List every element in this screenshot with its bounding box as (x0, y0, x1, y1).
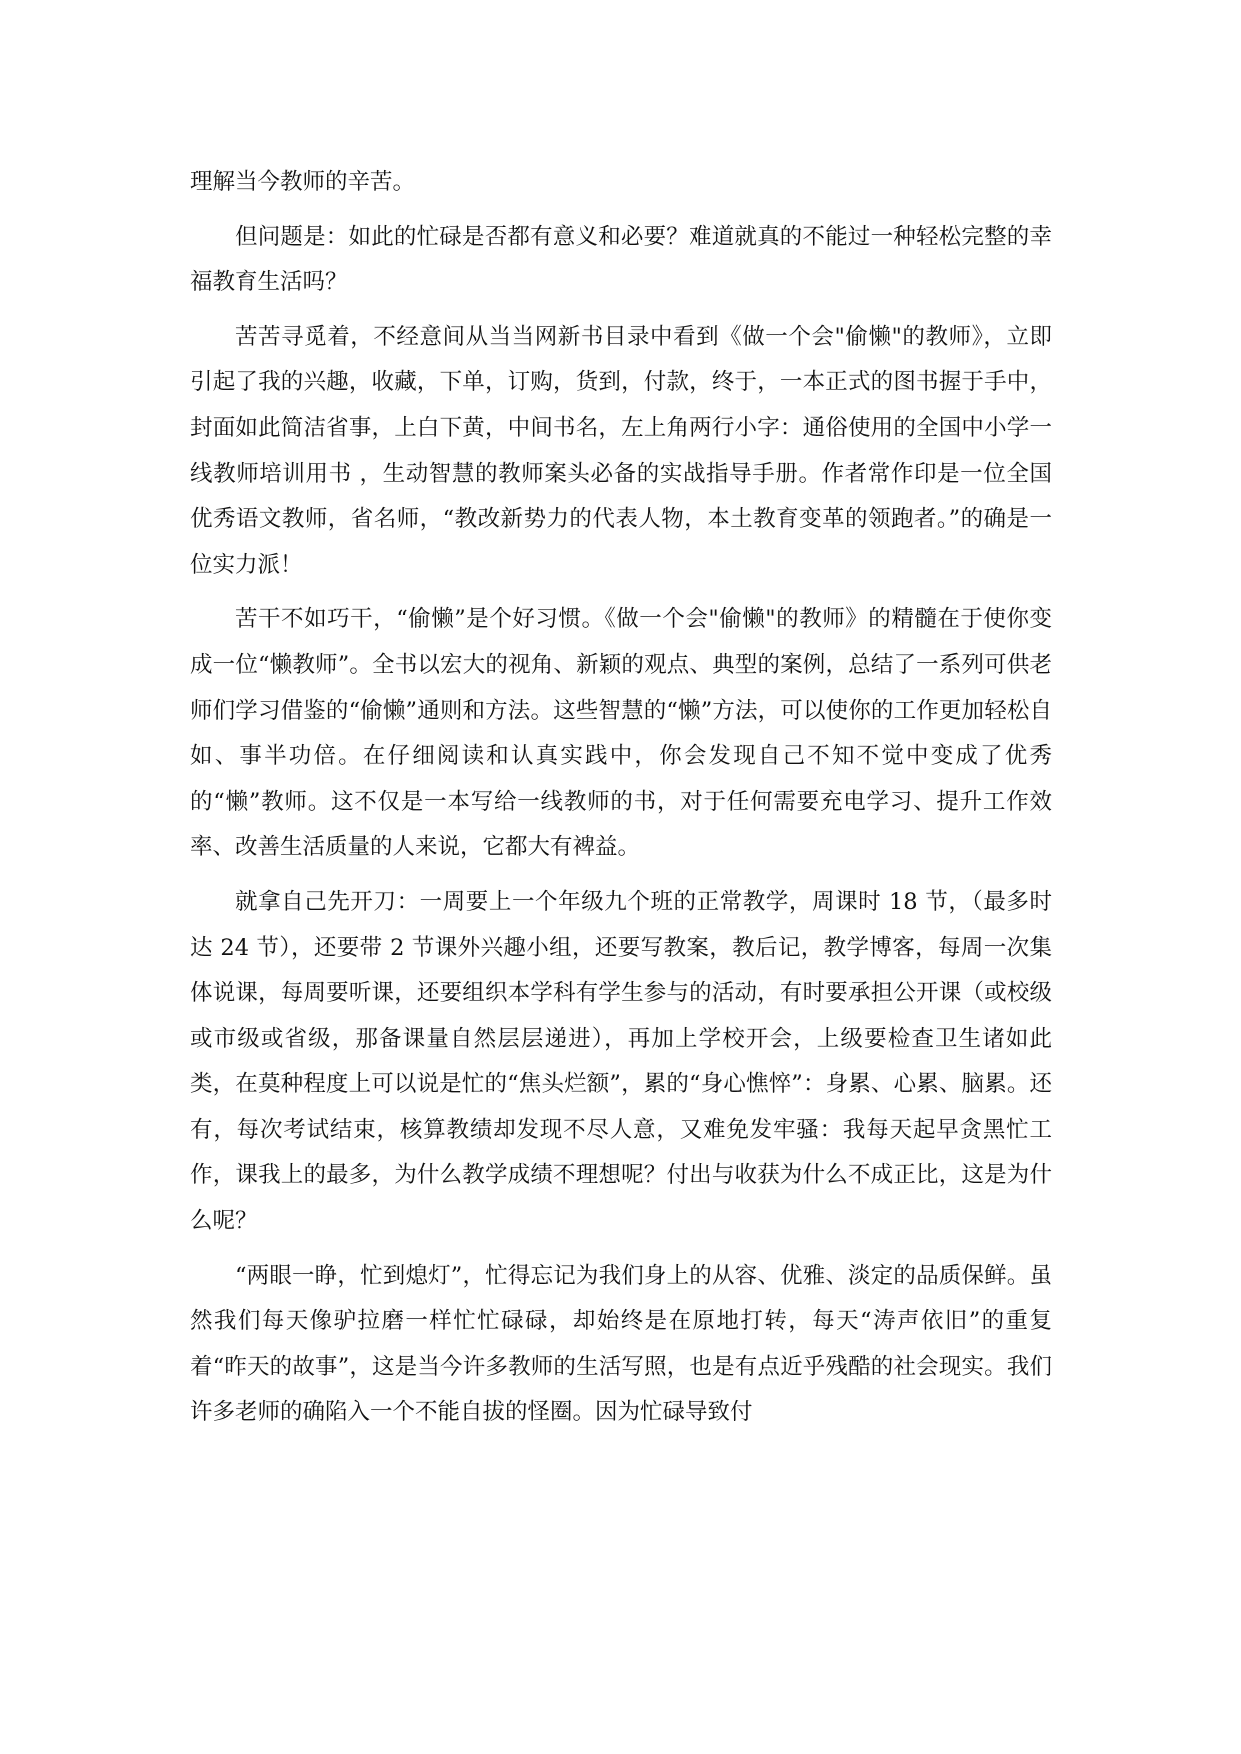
document-body (190, 160, 1052, 1445)
paragraph-question: 但问题是：如此的忙碌是否都有意义和必要？难道就真的不能过一种轻松完整的幸福教育生活吗？ (190, 223, 1052, 296)
paragraph-personal-workload: 就拿自己先开刀：一周要上一个年级九个班的正常教学，周课时 18 节，（最多时达 24 节），还要带 2 节课外兴趣小组，还要写教案，教后记，教学博客，每周一次集体说课，每周要听课，还要组织本学科有学生参与的活动，有时要承担公开课（或校级或市级或省级，那备课量自然层层递进），再加上学校开会，上级要检查卫生诸如此类，在莫种程度上可以说是忙的“焦头烂额”，累的“身心憔悴”：身累、心累、脑累。还有，每次考试结束，核算教绩却发现不尽人意，又难免发牢骚：我每天起早贪黑忙工作，课我上的最多，为什么教学成绩不理想呢？付出与收获为什么不成正比，这是为什么呢？ (190, 888, 1052, 1235)
paragraph-book-summary: 苦干不如巧干，“偷懒”是个好习惯。《做一个会"偷懒"的教师》的精髓在于使你变成一位“懒教师”。全书以宏大的视角、新颖的观点、典型的案例，总结了一系列可供老师们学习借鉴的“偷懒”通则和方法。这些智慧的“懒”方法，可以使你的工作更加轻松自如、事半功倍。在仔细阅读和认真实践中，你会发现自己不知不觉中变成了优秀的“懒”教师。这不仅是一本写给一线教师的书，对于任何需要充电学习、提升工作效率、改善生活质量的人来说，它都大有裨益。 (190, 606, 1052, 861)
paragraph-continuation: 理解当今教师的辛苦。 (190, 169, 416, 195)
paragraph-book-discovery: 苦苦寻觅着，不经意间从当当网新书目录中看到《做一个会"偷懒"的教师》，立即引起了我的兴趣，收藏，下单，订购，货到，付款，终于，一本正式的图书握于手中，封面如此简洁省事，上白下黄，中间书名，左上角两行小字：通俗使用的全国中小学一线教师培训用书 ，生动智慧的教师案头必备的实战指导手册。作者常作印是一位全国优秀语文教师，省名师，“教改新势力的代表人物，本土教育变革的领跑者。”的确是一位实力派！ (190, 323, 1052, 578)
paragraph-busy-life: “两眼一睁，忙到熄灯”，忙得忘记为我们身上的从容、优雅、淡定的品质保鲜。虽然我们每天像驴拉磨一样忙忙碌碌，却始终是在原地打转，每天“涛声依旧”的重复着“昨天的故事”，这是当今许多教师的生活写照，也是有点近乎残酷的社会现实。我们许多老师的确陷入一个不能自拔的怪圈。因为忙碌导致付 (190, 1262, 1052, 1426)
